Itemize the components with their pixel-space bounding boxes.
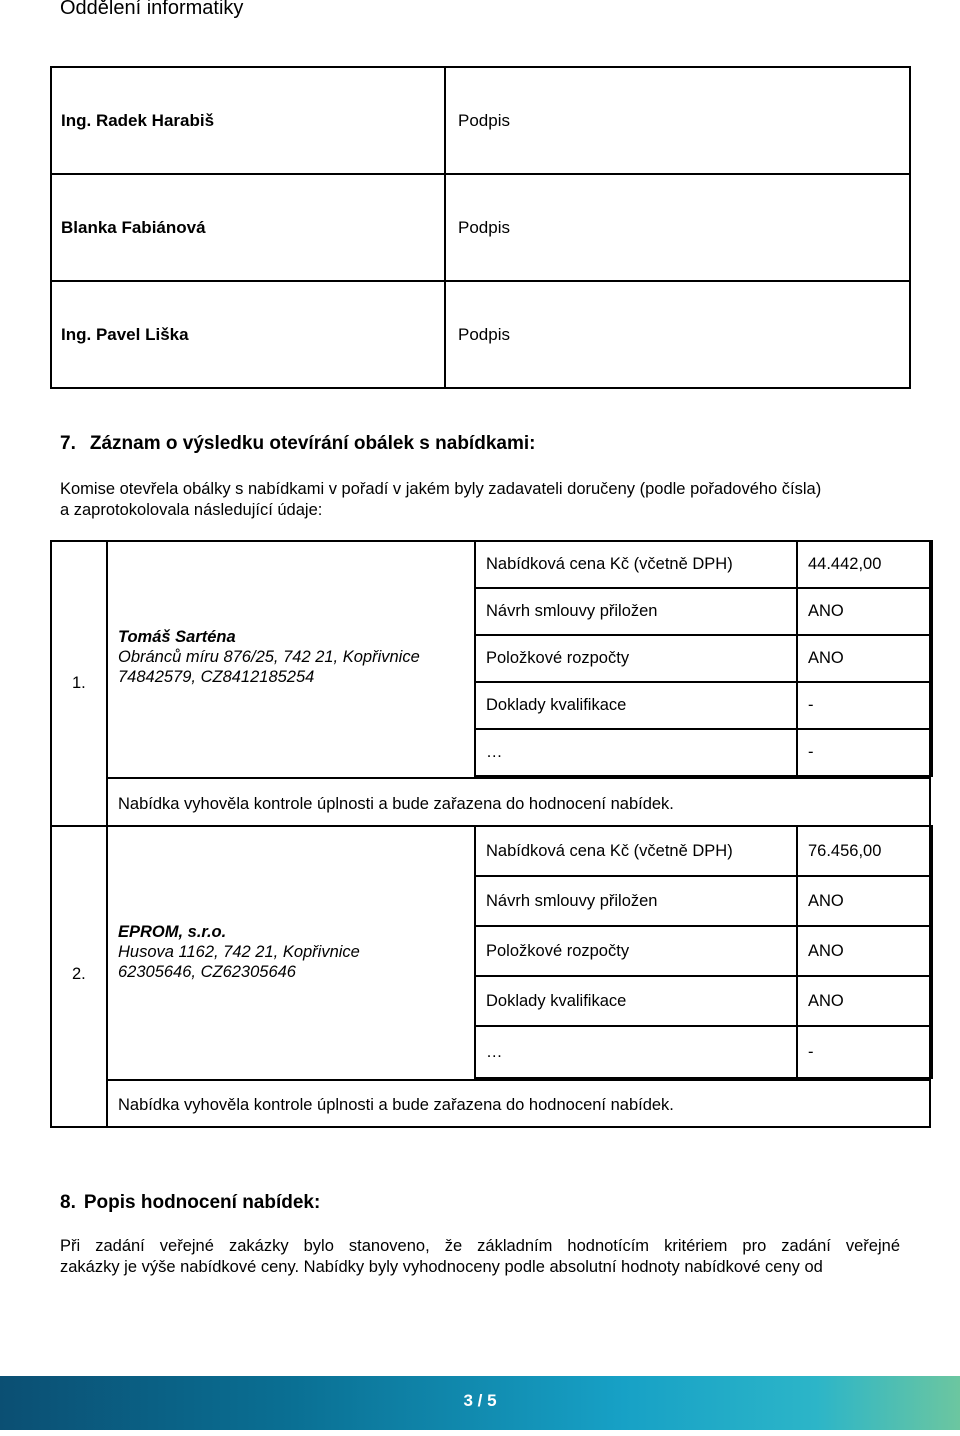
vendor-ids: 74842579, CZ8412185254 <box>118 668 315 686</box>
section-7-heading <box>60 433 535 455</box>
offer-result: Nabídka vyhověla kontrole úplnosti a bude zařazena do hodnocení nabídek. <box>108 777 929 827</box>
detail-label: Položkové rozpočty <box>475 926 797 976</box>
vendor-name: Tomáš Sarténa <box>118 628 236 646</box>
offer-details-table <box>474 825 933 1079</box>
detail-value: ANO <box>797 976 932 1026</box>
offer-details-table <box>474 540 933 777</box>
detail-label: Návrh smlouvy přiložen <box>475 588 797 635</box>
detail-label: Položkové rozpočty <box>475 635 797 682</box>
signature-field: Podpis <box>445 281 910 388</box>
member-name: Ing. Pavel Liška <box>51 281 445 388</box>
offer-2 <box>50 825 931 1128</box>
signature-row <box>51 67 910 174</box>
detail-label: Nabídková cena Kč (včetně DPH) <box>475 541 797 588</box>
detail-value: ANO <box>797 926 932 976</box>
signature-table <box>50 66 911 389</box>
vendor-info <box>118 627 420 687</box>
detail-label: … <box>475 729 797 776</box>
offer-number-column <box>52 827 108 1128</box>
member-name: Blanka Fabiánová <box>51 174 445 281</box>
signature-field: Podpis <box>445 67 910 174</box>
detail-label: Doklady kvalifikace <box>475 976 797 1026</box>
paragraph-line: Při zadání veřejné zakázky bylo stanoveno, že základním hodnotícím kritériem pro zadání veřejné <box>60 1237 900 1255</box>
page-number: 3 / 5 <box>463 1391 497 1410</box>
detail-row <box>475 588 932 635</box>
signature-field: Podpis <box>445 174 910 281</box>
vendor-address: Obránců míru 876/25, 742 21, Kopřivnice <box>118 648 420 666</box>
vendor-info <box>118 922 360 982</box>
detail-value: - <box>797 1026 932 1078</box>
offer-number-column <box>52 542 108 827</box>
paragraph-line: Komise otevřela obálky s nabídkami v pořadí v jakém byly zadavateli doručeny (podle pořadového čísla) <box>60 480 822 498</box>
detail-row <box>475 826 932 876</box>
paragraph-line: a zaprotokolovala následující údaje: <box>60 501 323 519</box>
detail-value: 44.442,00 <box>797 541 932 588</box>
detail-value: - <box>797 682 932 729</box>
paragraph-line: zakázky je výše nabídkové ceny. Nabídky byly vyhodnoceny podle absolutní hodnoty nabídkové ceny od <box>60 1258 823 1276</box>
detail-row <box>475 682 932 729</box>
detail-value: 76.456,00 <box>797 826 932 876</box>
detail-row <box>475 635 932 682</box>
detail-value: ANO <box>797 876 932 926</box>
section-title: Záznam o výsledku otevírání obálek s nabídkami: <box>89 433 536 454</box>
detail-row <box>475 876 932 926</box>
signature-row <box>51 281 910 388</box>
detail-row <box>475 926 932 976</box>
signature-row <box>51 174 910 281</box>
detail-value: ANO <box>797 635 932 682</box>
detail-row <box>475 541 932 588</box>
offer-1 <box>50 540 931 827</box>
offer-number: 2. <box>72 965 86 983</box>
detail-value: ANO <box>797 588 932 635</box>
section-7-paragraph <box>60 479 821 521</box>
detail-label: … <box>475 1026 797 1078</box>
member-name: Ing. Radek Harabiš <box>51 67 445 174</box>
detail-row <box>475 976 932 1026</box>
section-8-heading <box>60 1192 320 1214</box>
detail-label: Nabídková cena Kč (včetně DPH) <box>475 826 797 876</box>
detail-value: - <box>797 729 932 776</box>
vendor-name: EPROM, s.r.o. <box>118 923 227 941</box>
detail-row <box>475 1026 932 1078</box>
department-header: Oddělení informatiky <box>60 0 244 19</box>
section-number: 8. <box>60 1192 76 1213</box>
section-number: 7. <box>60 433 76 454</box>
offer-result: Nabídka vyhověla kontrole úplnosti a bude zařazena do hodnocení nabídek. <box>108 1079 929 1128</box>
detail-label: Návrh smlouvy přiložen <box>475 876 797 926</box>
vendor-address: Husova 1162, 742 21, Kopřivnice <box>118 943 360 961</box>
section-title: Popis hodnocení nabídek: <box>83 1192 321 1213</box>
vendor-ids: 62305646, CZ62305646 <box>118 963 296 981</box>
section-8-paragraph <box>60 1236 900 1278</box>
detail-label: Doklady kvalifikace <box>475 682 797 729</box>
page-footer-bar <box>0 1376 960 1430</box>
offer-number: 1. <box>72 674 86 692</box>
detail-row <box>475 729 932 776</box>
